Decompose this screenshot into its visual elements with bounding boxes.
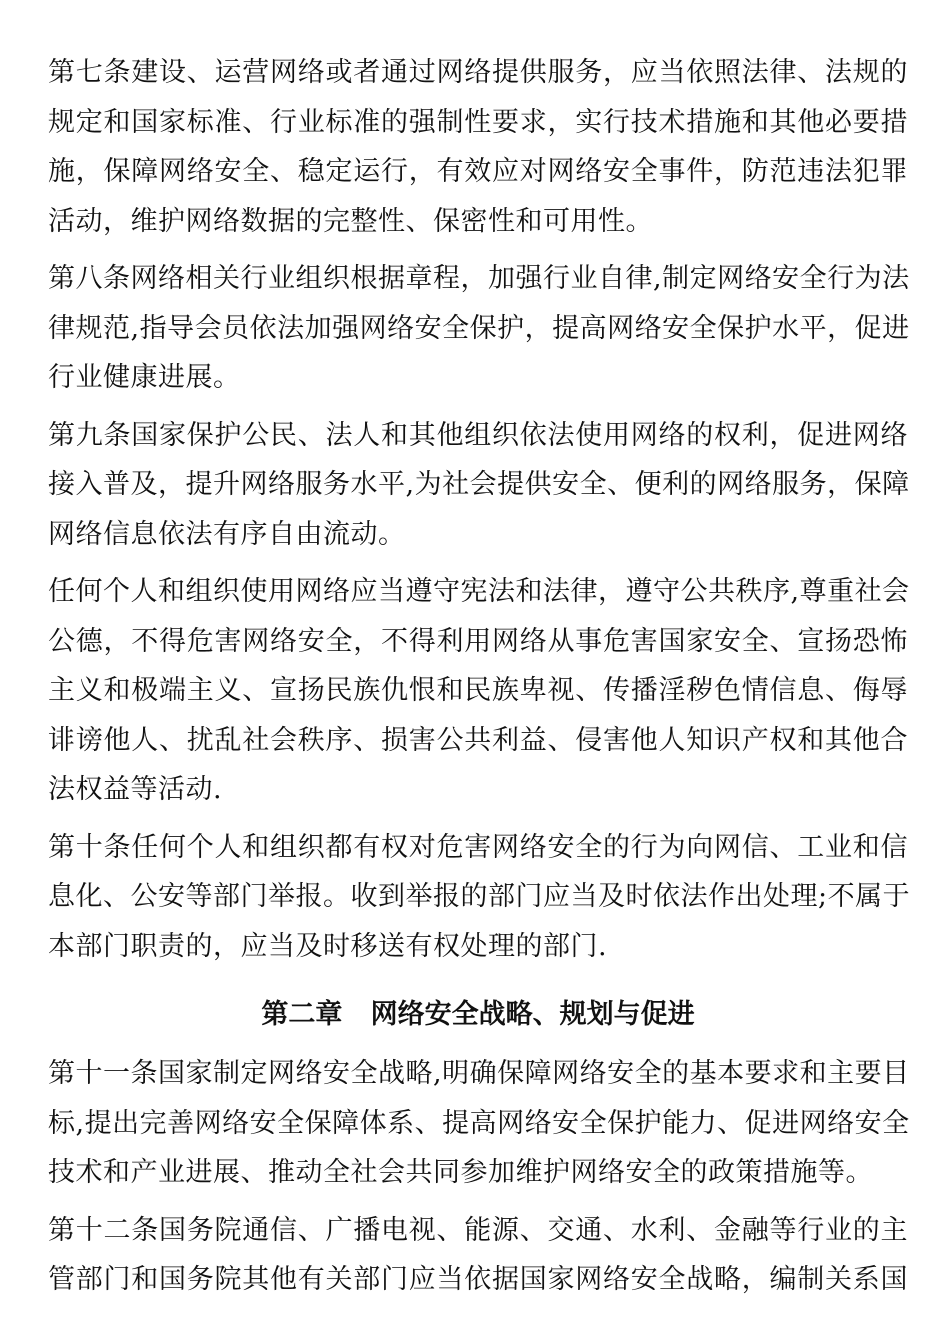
article-10-paragraph	[48, 823, 911, 972]
paragraph-line: 行业健康进展。	[48, 362, 241, 393]
paragraph-line: 第八条网络相关行业组织根据章程，加强行业自律,制定网络安全行为法	[48, 263, 910, 294]
paragraph-line: 本部门职责的，应当及时移送有权处理的部门.	[48, 930, 608, 962]
paragraph-line: 诽谤他人、扰乱社会秩序、损害公共利益、侵害他人知识产权和其他合	[48, 724, 908, 756]
paragraph-line: 管部门和国务院其他有关部门应当依据国家网络安全战略，编制关系国	[48, 1264, 908, 1295]
paragraph-line: 接入普及，提升网络服务水平,为社会提供安全、便利的网络服务，保障	[48, 469, 910, 500]
paragraph-line: 任何个人和组织使用网络应当遵守宪法和法律，遵守公共秩序,尊重社会	[48, 576, 910, 607]
paragraph-line: 主义和极端主义、宣扬民族仇恨和民族卑视、传播淫秽色情信息、侮辱	[48, 675, 908, 706]
paragraph-line: 第九条国家保护公民、法人和其他组织依法使用网络的权利，促进网络	[48, 419, 908, 451]
document-page	[48, 48, 911, 1313]
paragraph-line: 息化、公安等部门举报。收到举报的部门应当及时依法作出处理;不属于	[48, 881, 911, 912]
paragraph-line: 公德，不得危害网络安全，不得利用网络从事危害国家安全、宣扬恐怖	[48, 625, 908, 657]
paragraph-line: 标,提出完善网络安全保障体系、提高网络安全保护能力、促进网络安全	[48, 1107, 910, 1139]
paragraph-line: 第十二条国务院通信、广播电视、能源、交通、水利、金融等行业的主	[48, 1214, 908, 1246]
paragraph-line: 第十一条国家制定网络安全战略,明确保障网络安全的基本要求和主要目	[48, 1058, 910, 1089]
paragraph-line: 法权益等活动.	[48, 774, 223, 805]
article-9-paragraph	[48, 411, 908, 560]
paragraph-line: 技术和产业进展、推动全社会共同参加维护网络安全的政策措施等。	[48, 1157, 873, 1188]
article-8-paragraph	[48, 254, 908, 403]
paragraph-line: 第十条任何个人和组织都有权对危害网络安全的行为向网信、工业和信	[48, 831, 908, 863]
article-11-paragraph	[48, 1049, 908, 1198]
paragraph-line: 规定和国家标准、行业标准的强制性要求，实行技术措施和其他必要措	[48, 106, 908, 138]
article-12-paragraph	[48, 1206, 908, 1305]
article-7-paragraph	[48, 48, 908, 246]
paragraph-line: 第七条建设、运营网络或者通过网络提供服务，应当依照法律、法规的	[48, 57, 908, 88]
paragraph-line: 施，保障网络安全、稳定运行，有效应对网络安全事件，防范违法犯罪	[48, 156, 908, 187]
article-9-second-paragraph	[48, 567, 908, 815]
chapter-heading: 第二章 网络安全战略、规划与促进	[261, 999, 695, 1030]
paragraph-line: 律规范,指导会员依法加强网络安全保护，提高网络安全保护水平，促进	[48, 312, 910, 344]
paragraph-line: 活动，维护网络数据的完整性、保密性和可用性。	[48, 205, 653, 237]
paragraph-line: 网络信息依法有序自由流动。	[48, 518, 406, 550]
